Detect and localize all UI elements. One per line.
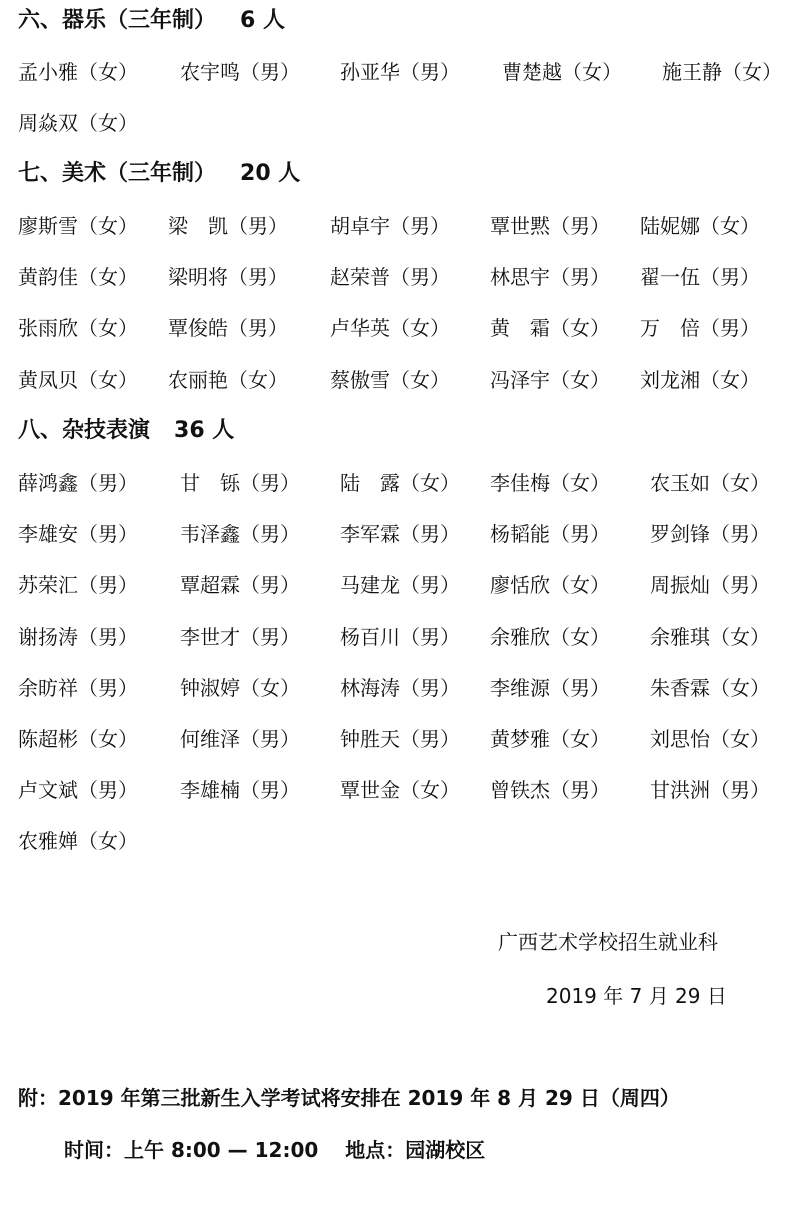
student-name: 农雅婵（女） — [18, 829, 138, 854]
name-row — [18, 621, 798, 672]
exam-time-location: 时间：上午 8:00 — 12:00 地点：园湖校区 — [64, 1138, 486, 1162]
student-name: 孙亚华（男） — [340, 60, 460, 84]
student-name: 覃超霖（男） — [180, 573, 300, 598]
student-name: 黄梦雅（女） — [490, 726, 610, 751]
student-name: 周焱双（女） — [18, 111, 138, 136]
exam-notice: 附：2019 年第三批新生入学考试将安排在 2019 年 8 月 29 日（周四） — [18, 1086, 680, 1110]
student-name: 陈超彬（女） — [18, 726, 138, 751]
student-name: 农丽艳（女） — [168, 367, 288, 392]
student-name: 陆妮娜（女） — [640, 214, 760, 238]
name-row — [18, 518, 798, 569]
student-name: 曹楚越（女） — [502, 60, 622, 84]
student-name: 谢扬涛（男） — [18, 624, 138, 649]
student-name: 施王静（女） — [662, 60, 782, 84]
name-row — [18, 672, 798, 723]
student-name: 林思宇（男） — [490, 265, 610, 290]
student-name: 刘思怡（女） — [650, 726, 770, 751]
student-name: 黄韵佳（女） — [18, 265, 138, 290]
section-heading-fine-arts — [18, 158, 300, 190]
student-name: 赵荣普（男） — [330, 265, 450, 290]
issue-date: 2019 年 7 月 29 日 — [546, 984, 727, 1008]
section-title: 七、美术（三年制） — [18, 161, 217, 186]
name-list-acrobatics — [18, 467, 798, 877]
student-name: 覃俊皓（男） — [168, 316, 288, 341]
student-name: 廖斯雪（女） — [18, 214, 138, 238]
section-count: 6 人 — [240, 8, 285, 33]
section-title: 六、器乐（三年制） — [18, 8, 217, 33]
student-name: 梁 凯（男） — [168, 214, 288, 238]
name-row — [18, 723, 798, 774]
section-title: 八、杂技表演 — [18, 418, 151, 443]
name-row — [18, 774, 798, 825]
student-name: 李雄安（男） — [18, 522, 138, 547]
student-name: 周振灿（男） — [650, 573, 770, 598]
student-name: 李军霖（男） — [340, 522, 460, 547]
student-name: 黄凤贝（女） — [18, 367, 138, 392]
name-row — [18, 364, 798, 415]
student-name: 胡卓宇（男） — [330, 214, 450, 238]
student-name: 农玉如（女） — [650, 471, 770, 495]
name-row — [18, 467, 798, 518]
student-name: 张雨欣（女） — [18, 316, 138, 341]
name-row — [18, 107, 798, 158]
student-name: 卢华英（女） — [330, 316, 450, 341]
name-row — [18, 312, 798, 363]
section-count: 36 人 — [174, 418, 235, 443]
student-name: 余雅欣（女） — [490, 624, 610, 649]
student-name: 甘 铄（男） — [180, 471, 300, 495]
student-name: 翟一伍（男） — [640, 265, 760, 290]
student-name: 余昉祥（男） — [18, 675, 138, 700]
student-name: 孟小雅（女） — [18, 60, 138, 84]
name-row — [18, 56, 798, 107]
student-name: 农宇鸣（男） — [180, 60, 300, 84]
student-name: 梁明将（男） — [168, 265, 288, 290]
student-name: 陆 露（女） — [340, 471, 460, 495]
student-name: 覃世金（女） — [340, 778, 460, 803]
student-name: 万 倍（男） — [640, 316, 760, 341]
student-name: 刘龙湘（女） — [640, 367, 760, 392]
name-row — [18, 825, 798, 876]
student-name: 钟胜天（男） — [340, 726, 460, 751]
student-name: 罗剑锋（男） — [650, 522, 770, 547]
student-name: 钟淑婷（女） — [180, 675, 300, 700]
student-name: 林海涛（男） — [340, 675, 460, 700]
student-name: 卢文斌（男） — [18, 778, 138, 803]
student-name: 覃世黙（男） — [490, 214, 610, 238]
issuer-name: 广西艺术学校招生就业科 — [498, 930, 718, 954]
student-name: 余雅琪（女） — [650, 624, 770, 649]
student-name: 曾铁杰（男） — [490, 778, 610, 803]
name-list-instrumental — [18, 56, 798, 158]
student-name: 李维源（男） — [490, 675, 610, 700]
student-name: 朱香霖（女） — [650, 675, 770, 700]
student-name: 苏荣汇（男） — [18, 573, 138, 598]
name-list-fine-arts — [18, 210, 798, 415]
student-name: 何维泽（男） — [180, 726, 300, 751]
student-name: 冯泽宇（女） — [490, 367, 610, 392]
student-name: 杨韬能（男） — [490, 522, 610, 547]
student-name: 薛鸿鑫（男） — [18, 471, 138, 495]
student-name: 马建龙（男） — [340, 573, 460, 598]
student-name: 杨百川（男） — [340, 624, 460, 649]
name-row — [18, 569, 798, 620]
student-name: 韦泽鑫（男） — [180, 522, 300, 547]
section-heading-acrobatics — [18, 415, 234, 447]
name-row — [18, 210, 798, 261]
name-row — [18, 261, 798, 312]
student-name: 蔡傲雪（女） — [330, 367, 450, 392]
student-name: 李雄楠（男） — [180, 778, 300, 803]
section-heading-instrumental — [18, 5, 285, 37]
student-name: 黄 霜（女） — [490, 316, 610, 341]
section-count: 20 人 — [240, 161, 301, 186]
student-name: 廖恬欣（女） — [490, 573, 610, 598]
student-name: 李世才（男） — [180, 624, 300, 649]
student-name: 李佳梅（女） — [490, 471, 610, 495]
student-name: 甘洪洲（男） — [650, 778, 770, 803]
